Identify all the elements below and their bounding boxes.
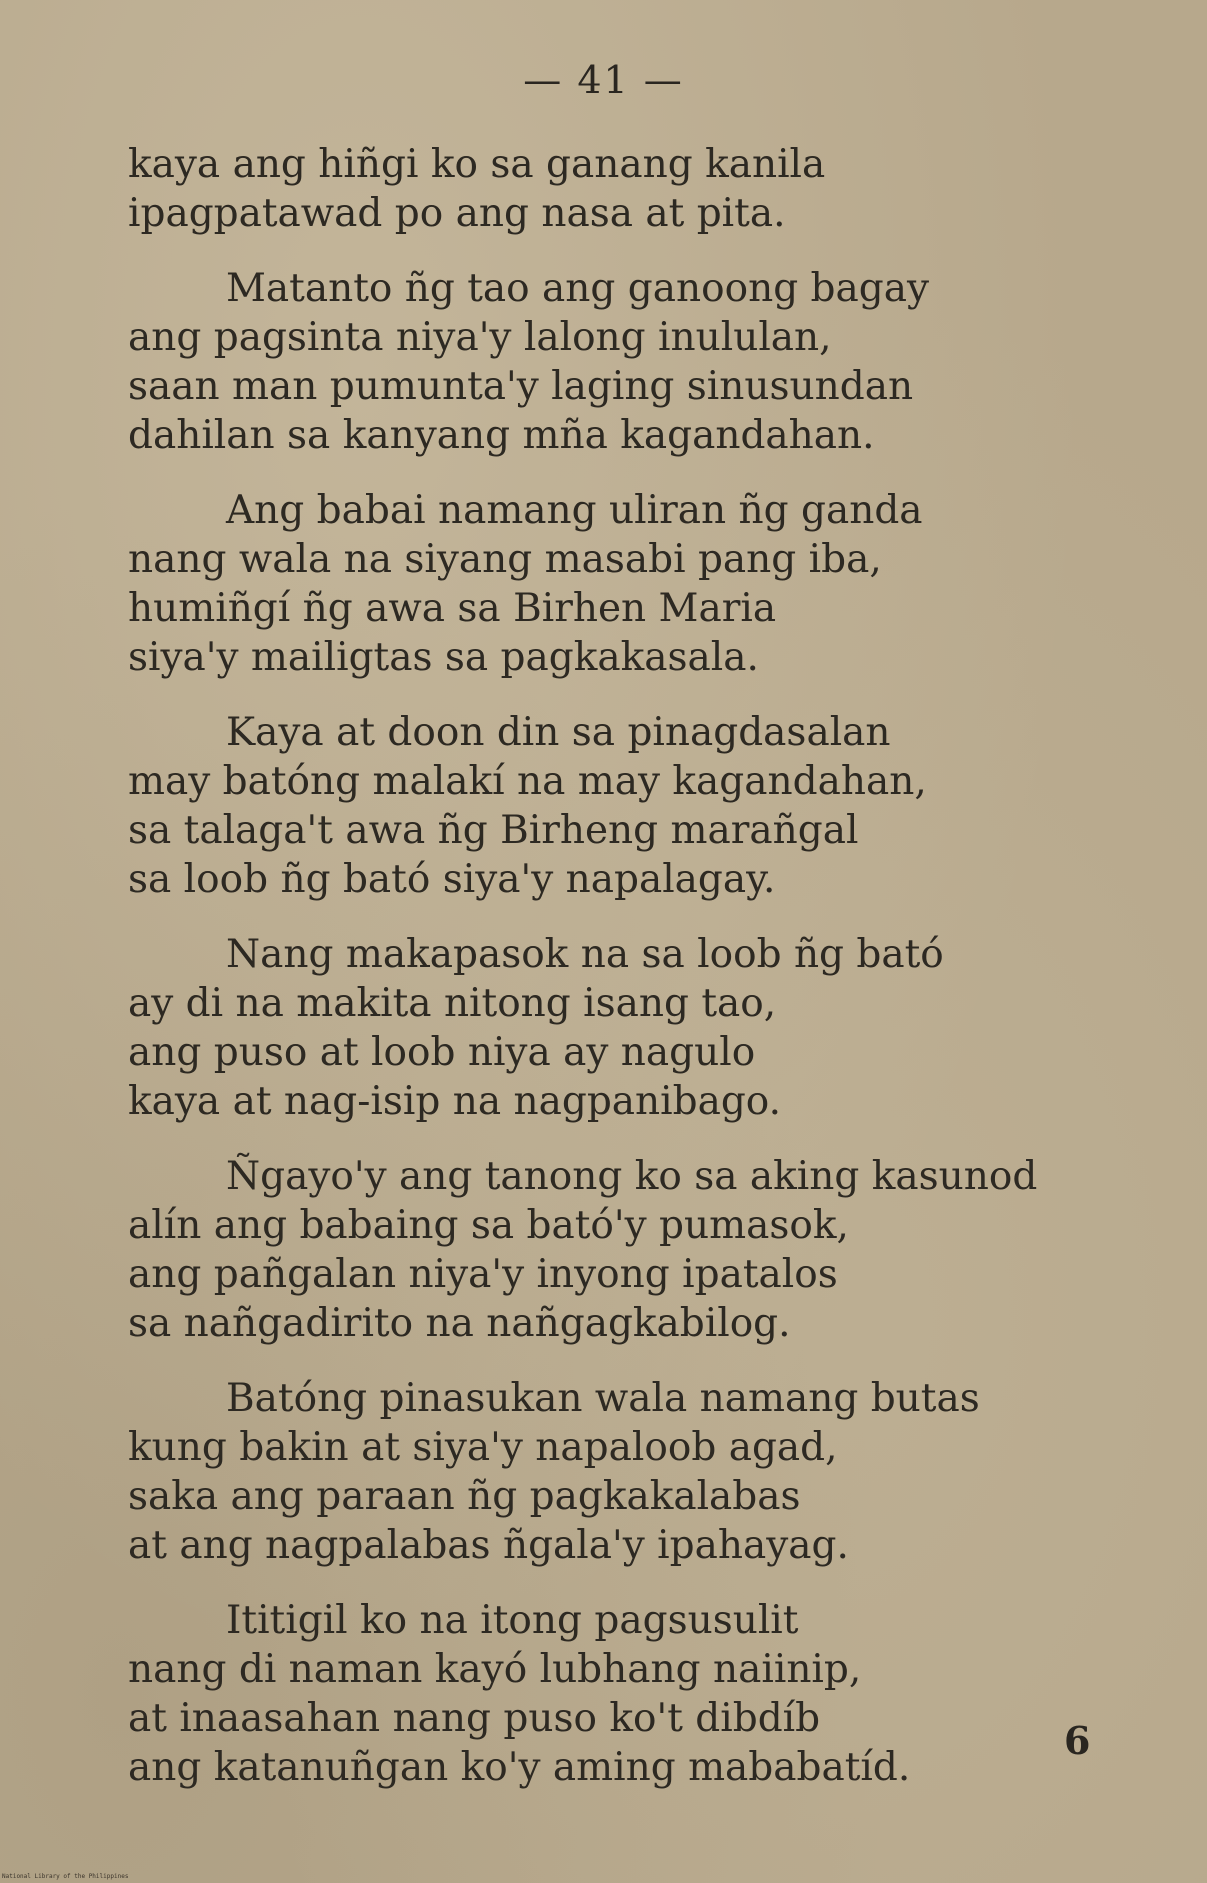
poem-line: humiñgí ñg awa sa Birhen Maria [128,586,777,631]
page-number: — 41 — [523,58,684,102]
poem-line: Ititigil ko na itong pagsusulit [226,1598,799,1643]
poem-line: Matanto ñg tao ang ganoong bagay [226,266,930,311]
library-credit: National Library of the Philippines [2,1873,129,1880]
poem-line: sa talaga't awa ñg Birheng marañgal [128,808,859,853]
poem-line: Ang babai namang uliran ñg ganda [226,488,923,533]
poem-line: nang di naman kayó lubhang naiinip, [128,1647,862,1692]
poem-line: sa loob ñg bató siya'y napalagay. [128,857,776,902]
poem-line: kaya ang hiñgi ko sa ganang kanila [128,142,826,187]
poem-line: at inaasahan nang puso ko't dibdíb [128,1696,821,1741]
signature-mark: 6 [1064,1718,1091,1763]
stanza [128,930,1088,1126]
poem-line: kaya at nag-isip na nagpanibago. [128,1079,782,1124]
poem-line: ay di na makita nitong isang tao, [128,981,777,1026]
poem-body [128,140,1091,1818]
poem-line: may batóng malakí na may kagandahan, [128,759,927,804]
poem-line: nang wala na siyang masabi pang iba, [128,537,882,582]
stanza [128,140,1088,238]
poem-line: sa nañgadirito na nañgagkabilog. [128,1301,791,1346]
poem-line: Batóng pinasukan wala namang butas [226,1376,980,1421]
poem-line: Nang makapasok na sa loob ñg bató [226,932,944,977]
poem-line: saka ang paraan ñg pagkakalabas [128,1474,801,1519]
poem-line: alín ang babaing sa bató'y pumasok, [128,1203,849,1248]
poem-line: ang pañgalan niya'y inyong ipatalos [128,1252,838,1297]
poem-line: ang katanuñgan ko'y aming mababatíd. [128,1745,911,1790]
poem-line: dahilan sa kanyang mña kagandahan. [128,413,875,458]
poem-line: Kaya at doon din sa pinagdasalan [226,710,891,755]
poem-line: ang puso at loob niya ay nagulo [128,1030,756,1075]
stanza [128,1374,1088,1570]
poem-line: at ang nagpalabas ñgala'y ipahayag. [128,1523,849,1568]
poem-line: kung bakin at siya'y napaloob agad, [128,1425,838,1470]
poem-line: saan man pumunta'y laging sinusundan [128,364,914,409]
stanza [128,264,1088,460]
stanza [128,1152,1088,1348]
stanza [128,486,1088,682]
poem-line: siya'y mailigtas sa pagkakasala. [128,635,759,680]
stanza [128,708,1088,904]
stanza [128,1596,1091,1792]
poem-line: ang pagsinta niya'y lalong inululan, [128,315,832,360]
poem-line: Ñgayo'y ang tanong ko sa aking kasunod [226,1154,1038,1199]
poem-line: ipagpatawad po ang nasa at pita. [128,191,786,236]
